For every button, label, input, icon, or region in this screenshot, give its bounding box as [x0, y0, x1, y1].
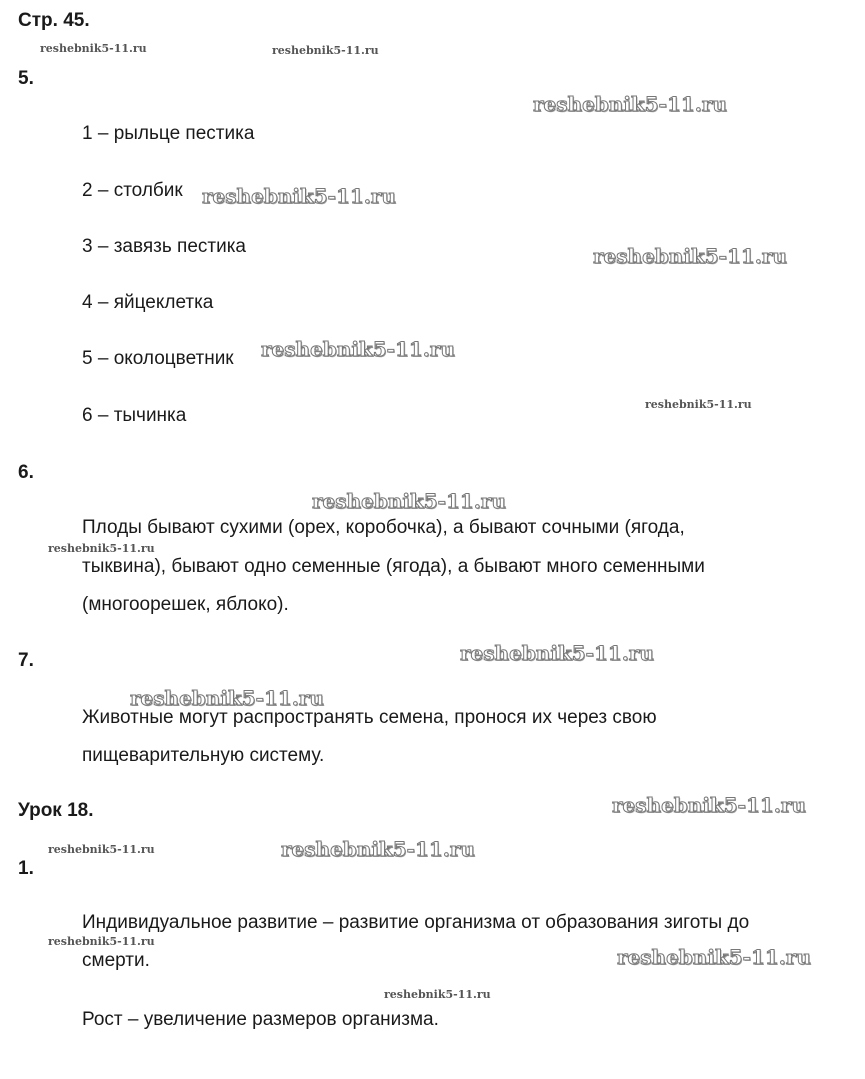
watermark: reshebnik5-11.ru: [645, 398, 752, 411]
section-6-number: 6.: [18, 462, 34, 483]
lesson-section-1-number: 1.: [18, 858, 34, 879]
watermark: reshebnik5-11.ru: [48, 843, 155, 856]
watermark: reshebnik5-11.ru: [617, 945, 811, 969]
section-5-item-5: 5 – околоцветник: [82, 348, 234, 369]
watermark: reshebnik5-11.ru: [202, 184, 396, 208]
page-header: Стр. 45.: [18, 10, 90, 31]
lesson-title: Урок 18.: [18, 800, 94, 821]
section-5-item-3: 3 – завязь пестика: [82, 236, 246, 257]
watermark: reshebnik5-11.ru: [281, 837, 475, 861]
watermark: reshebnik5-11.ru: [48, 542, 155, 555]
watermark: reshebnik5-11.ru: [48, 935, 155, 948]
section-5-item-4: 4 – яйцеклетка: [82, 292, 214, 313]
section-6-line-2: тыквина), бывают одно семенные (ягода), а бывают много семенными: [82, 556, 705, 577]
watermark: reshebnik5-11.ru: [384, 988, 491, 1001]
watermark: reshebnik5-11.ru: [272, 44, 379, 57]
section-6-line-1: Плоды бывают сухими (орех, коробочка), а бывают сочными (ягода,: [82, 517, 685, 538]
section-5-item-2: 2 – столбик: [82, 180, 183, 201]
watermark: reshebnik5-11.ru: [460, 641, 654, 665]
watermark: reshebnik5-11.ru: [40, 42, 147, 55]
section-7-line-1: Животные могут распространять семена, пронося их через свою: [82, 707, 657, 728]
watermark: reshebnik5-11.ru: [312, 489, 506, 513]
section-5-item-6: 6 – тычинка: [82, 405, 187, 426]
lesson-section-1-line-1: Индивидуальное развитие – развитие организма от образования зиготы до: [82, 912, 750, 933]
watermark: reshebnik5-11.ru: [261, 337, 455, 361]
watermark: reshebnik5-11.ru: [533, 92, 727, 116]
lesson-section-1-line-3: Рост – увеличение размеров организма.: [82, 1009, 439, 1030]
watermark: reshebnik5-11.ru: [612, 793, 806, 817]
watermark: reshebnik5-11.ru: [593, 244, 787, 268]
section-5-item-1: 1 – рыльце пестика: [82, 123, 255, 144]
section-7-line-2: пищеварительную систему.: [82, 745, 325, 766]
section-6-line-3: (многоорешек, яблоко).: [82, 594, 289, 615]
watermark: reshebnik5-11.ru: [130, 686, 324, 710]
lesson-section-1-line-2: смерти.: [82, 950, 150, 971]
section-5-number: 5.: [18, 68, 34, 89]
section-7-number: 7.: [18, 650, 34, 671]
